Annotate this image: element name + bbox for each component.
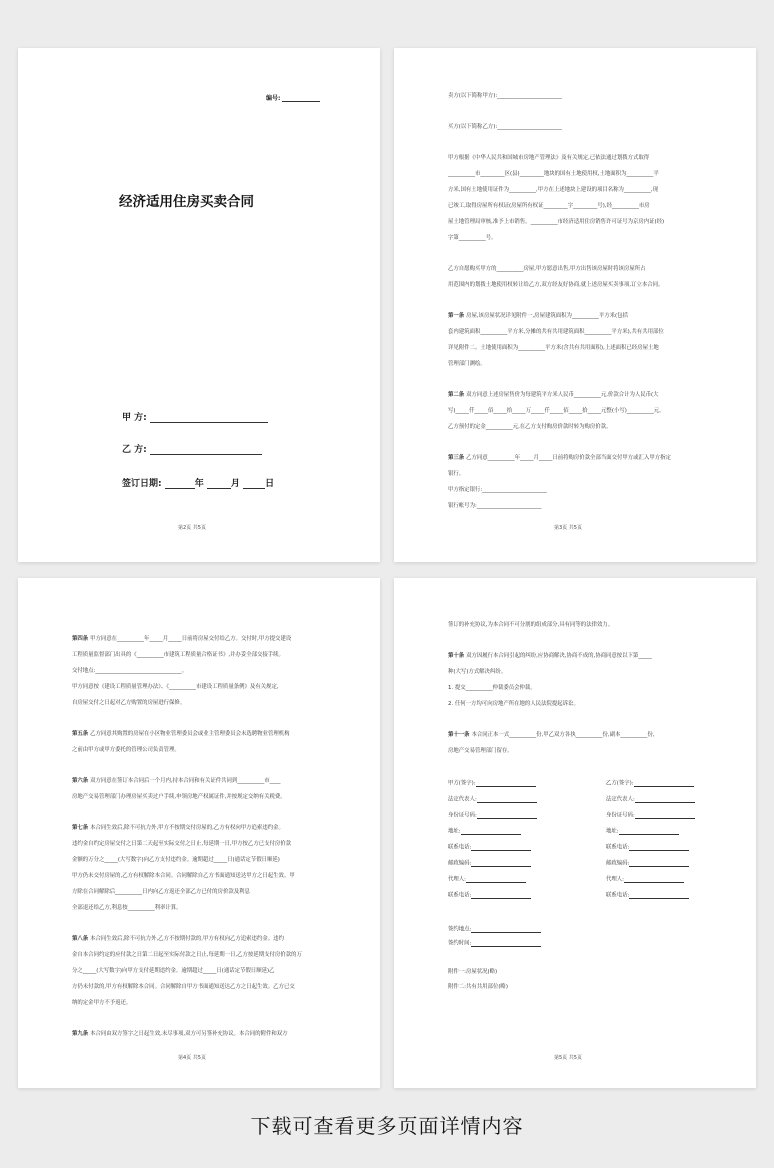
line-text: 甲方同意按《建设工程质量管理办法》、《__________市建设工程质量条例》及有关规定, (72, 684, 279, 690)
sign-field-label: 邮政编码: (606, 860, 630, 867)
line-text: 甲方仍未交付房屋的,乙方有权解除本合同。合同解除自乙方书面通知送达甲方之日起生效。甲 (72, 873, 295, 879)
line-text: 金额的万分之_____(大写数字)向乙方支付违约金。逾期超过_____日(通话定节假日顺延) (72, 857, 280, 863)
text-line (72, 858, 280, 863)
text-line (72, 653, 284, 658)
sign-field-blank (629, 844, 689, 851)
text-line (448, 330, 664, 335)
sign-field-label: 邮政编码: (448, 860, 472, 867)
text-line (448, 393, 659, 398)
text-line (448, 172, 659, 177)
sign-field-party-b (606, 892, 689, 899)
page-number: 第4页 共5页 (178, 1055, 206, 1061)
sign-field-party-b (606, 828, 679, 835)
sign-field-label: 身份证号码: (606, 812, 635, 819)
text-line (448, 94, 562, 99)
text-line (72, 669, 187, 674)
sign-field-label: 地址: (448, 828, 461, 835)
text-line (448, 125, 562, 130)
document-title: 经济适用住房买卖合同 (119, 194, 254, 210)
sign-field-label: 代理人: (606, 876, 624, 883)
sign-field-party-b (606, 860, 689, 867)
text-line (72, 826, 284, 831)
line-text: 银行。 (448, 471, 465, 477)
line-text: 方除在合同解除后__________日内向乙方返还全部乙方已付的房价款及利息 (72, 889, 250, 895)
article-number: 第三条 (448, 455, 467, 461)
contract-page-3 (18, 578, 380, 1088)
line-text: 甲方根据《中华人民共和国城市房地产管理法》及有关规定,已依法通过划拨方式取得 (448, 155, 650, 161)
text-line (72, 985, 295, 990)
line-text: 已竣工,取得房屋所有权证(房屋所有权证_________字_________号),经__________市房 (448, 203, 650, 209)
article-number: 第五条 (72, 731, 91, 737)
text-line (72, 779, 280, 784)
sign-field-blank (619, 828, 679, 835)
line-text: 双方因履行本合同引起的纠纷,应协商解决,协商不成的,协商同意按以下第_____ (466, 653, 652, 659)
sign-field-blank (624, 876, 684, 883)
line-text: 银行帐号为:________________________ (448, 503, 542, 509)
text-line (448, 236, 497, 241)
sign-time-blank (471, 940, 541, 947)
sign-field-blank (461, 828, 521, 835)
text-line (72, 937, 284, 942)
sign-place-blank (471, 926, 541, 933)
sign-field-blank (634, 780, 694, 787)
sign-time-row (448, 940, 541, 947)
sign-field-label: 联系电话: (448, 892, 472, 899)
sign-field-blank (477, 812, 537, 819)
party-a-blank (150, 413, 268, 423)
day-label: 日 (265, 479, 275, 489)
sign-place-row (448, 926, 541, 933)
sign-field-label: 甲方(签字): (448, 780, 476, 787)
article-number: 第九条 (72, 1031, 91, 1037)
sign-field-blank (635, 796, 695, 803)
text-line (72, 874, 295, 879)
sign-field-party-a (448, 892, 531, 899)
text-line (448, 488, 547, 493)
line-text: 纳的定金甲方不予返还。 (72, 1000, 132, 1006)
party-a-row (122, 410, 268, 423)
month-blank (207, 479, 231, 489)
party-b-label: 乙 方: (122, 445, 147, 455)
serial-blank (282, 95, 320, 102)
text-line (448, 654, 652, 659)
page-number: 第3页 共5页 (554, 525, 582, 531)
line-text: 本合同生效后,除不可抗力外,乙方不按期付款的,甲方有权向乙方追索违约金。违约 (90, 936, 284, 942)
line-text: 房地产交易管理部门办理房屋买卖过户手续,申领房地产权属证件,并按规定交纳有关税费。 (72, 794, 286, 800)
page-number: 第5页 共5页 (554, 1055, 582, 1061)
line-text: 签订的补充协议,为本合同不可分割的组成部分,具有同等的法律效力。 (448, 622, 614, 628)
text-line (72, 953, 302, 958)
text-line (72, 732, 290, 737)
line-text: 工程质量监督部门出具的《__________市建筑工程质量合格证书》,并办妥全部交接手续。 (72, 652, 284, 658)
sign-field-label: 联系电话: (606, 844, 630, 851)
sign-field-label: 身份证号码: (448, 812, 477, 819)
line-text: 详见附件二。土地使用面积为__________平方米(含共有共用面积),上述面积已经房屋土地 (448, 345, 659, 351)
sign-field-label: 乙方(签字): (606, 780, 634, 787)
sign-time-label: 签约时间: (448, 940, 472, 947)
line-text: 分之_____(大写数字)向甲方支付延期违约金。逾期超过_____日(通话定节假日顺延)乙 (72, 968, 275, 974)
line-text: 屋土地管理局审核,准予上市销售。__________市经济适用住房销售许可证号为京房内证(经) (448, 219, 665, 225)
article-number: 第二条 (448, 392, 467, 398)
text-line (72, 1001, 131, 1006)
sign-field-blank (466, 876, 526, 883)
text-line (72, 906, 182, 911)
article-number: 第十一条 (448, 732, 472, 738)
line-text: 乙方自愿购买甲方的__________房屋,甲方愿意出售,甲方出售该房屋时将该房屋所占 (448, 266, 646, 272)
sign-date-label: 签订日期: (122, 479, 162, 489)
article-number: 第十条 (448, 653, 467, 659)
text-line (448, 670, 506, 675)
text-line (448, 314, 628, 319)
text-line (448, 702, 579, 707)
party-b-blank (150, 445, 262, 455)
text-line (448, 283, 663, 288)
sign-field-party-a (448, 796, 537, 803)
sign-field-party-b (606, 876, 684, 883)
line-text: 乙方预付的定金__________元,在乙方支付购房价款时转为购房价款。 (448, 424, 612, 430)
article-number: 第六条 (72, 778, 91, 784)
serial-number (266, 93, 320, 102)
line-text: 种(大写)方式解决纠纷。 (448, 669, 507, 675)
sign-field-party-a (448, 876, 526, 883)
line-text: 乙方同意__________年_____月_____日前将购房价款全部当面交付甲方或汇入甲方指定 (466, 455, 671, 461)
line-text: 用范围内的划拨土地使用权转让给乙方,双方经友好协商,就上述房屋买卖事项,订立本合同。 (448, 282, 664, 288)
sign-field-party-b (606, 812, 695, 819)
sign-field-blank (471, 892, 531, 899)
line-text: 写)_____仟_____佰_____拾_____万_____仟_____佰_____拾_____元整(小写)__________元。 (448, 408, 665, 414)
sign-field-party-a (448, 844, 531, 851)
text-line (448, 156, 649, 161)
attachment-1: 附件一:房屋状况(略) (448, 969, 498, 975)
text-line (72, 890, 250, 895)
line-text: 甲方同意在__________年_____月_____日前将房屋交付给乙方。交付时,甲方提交建设 (90, 636, 292, 642)
sign-field-blank (477, 796, 537, 803)
sign-date-row (122, 476, 274, 489)
line-text: 本合同生效后,除不可抗力外,甲方不按期交付房屋的,乙方有权向甲方追索违约金。 (90, 825, 284, 831)
sign-field-party-a (448, 812, 537, 819)
text-line (448, 346, 659, 351)
line-text: 双方同意上述房屋售价为每建筑平方米人民币__________元,价款合计为人民币(大 (466, 392, 659, 398)
line-text: 金自本合同约定的应付款之日第二日起至实际付款之日止,每延期一日,乙方按延期支付房价款的万 (72, 952, 302, 958)
text-line (72, 685, 279, 690)
sign-field-blank (471, 860, 531, 867)
text-line (448, 749, 513, 754)
text-line (448, 504, 541, 509)
line-text: 套内建筑面积__________平方米,分摊的共有共用建筑面积__________平方米),共有共用部位 (448, 329, 664, 335)
line-text: 房地产交易管理部门留存。 (448, 748, 513, 754)
line-text: 本合同由双方签字之日起生效,未尽事项,双方可另签补充协议。本合同的附件和双方 (90, 1031, 288, 1037)
party-b-row (122, 442, 262, 455)
contract-page-2 (394, 48, 756, 562)
text-line (72, 795, 286, 800)
text-line (72, 1032, 288, 1037)
article-number: 第八条 (72, 936, 91, 942)
download-prompt: 下载可查看更多页面详情内容 (250, 1114, 524, 1138)
contract-page-cover (18, 48, 380, 562)
line-text: 方仍未付款的,甲方有权解除本合同。合同解除自甲方书面通知送达乙方之日起生效。乙方已交 (72, 984, 295, 990)
sign-field-party-a (448, 860, 531, 867)
line-text: 之前由甲方或甲方委托的管理公司负责管理。 (72, 747, 180, 753)
sign-place-label: 签约地点: (448, 926, 472, 933)
line-text: 双方同意在签订本合同后一个月内,持本合同和有关证件共同到__________市____ (90, 778, 281, 784)
text-line (448, 362, 486, 367)
attachment-2: 附件二:共有共用部位(略) (448, 984, 508, 990)
text-line (448, 220, 664, 225)
day-blank (243, 479, 265, 489)
text-line (448, 733, 655, 738)
line-text: 卖方(以下简称甲方):________________________ (448, 93, 562, 99)
sign-field-party-a (448, 780, 536, 787)
sign-field-label: 地址: (606, 828, 619, 835)
page-number: 第2页 共5页 (178, 525, 206, 531)
line-text: 房屋,该房屋状况详见附件一,房屋建筑面积为__________平方米(包括 (466, 313, 628, 319)
line-text: 本合同正本一式__________份,甲乙双方各执__________份,副本__________份, (471, 732, 655, 738)
sign-field-label: 代理人: (448, 876, 466, 883)
line-text: 乙方同意其购置的房屋在小区物业管理委员会或业主管理委员会未选聘物业管理机构 (90, 731, 290, 737)
article-number: 第七条 (72, 825, 91, 831)
text-line (72, 969, 274, 974)
text-line (72, 748, 180, 753)
serial-label: 编号: (266, 95, 281, 102)
article-number: 第一条 (448, 313, 467, 319)
sign-field-blank (471, 844, 531, 851)
sign-field-party-b (606, 780, 694, 787)
sign-field-blank (635, 812, 695, 819)
year-blank (165, 479, 195, 489)
line-text: 字第__________号。 (448, 235, 497, 241)
text-line (72, 842, 291, 847)
sign-field-blank (629, 892, 689, 899)
line-text: 全部退还给乙方,利息按__________利率计算。 (72, 905, 182, 911)
sign-field-label: 法定代表人: (448, 796, 477, 803)
line-text: __________市_________区(县)_________地块的国有土地使用权,土地面积为__________平 (448, 171, 659, 177)
sign-field-blank (629, 860, 689, 867)
line-text: 违约金自约定房屋交付之日第二天起至实际交付之日止,每延期一日,甲方按乙方已支付房价款 (72, 841, 292, 847)
sign-field-party-b (606, 796, 695, 803)
line-text: 方米,国有土地使用证件为__________,甲方在上述地块上建设的项目名称为__________,现 (448, 187, 658, 193)
line-text: 自房屋交付之日起对乙方购置的房屋进行保修。 (72, 700, 186, 706)
year-label: 年 (194, 479, 204, 489)
sign-field-label: 法定代表人: (606, 796, 635, 803)
line-text: 交付地点:________________________________。 (72, 668, 188, 674)
sign-field-label: 联系电话: (448, 844, 472, 851)
line-text: 甲方指定银行:________________________ (448, 487, 547, 493)
line-text: 买方(以下简称乙方):________________________ (448, 124, 562, 130)
text-line (448, 188, 658, 193)
text-line (448, 267, 646, 272)
text-line (448, 204, 650, 209)
line-text: 管理部门测绘。 (448, 361, 486, 367)
article-number: 第四条 (72, 636, 91, 642)
party-a-label: 甲 方: (122, 413, 147, 423)
line-text: 2. 任何一方均可向房地产所在地的人民法院提起诉讼。 (448, 701, 579, 707)
text-line (72, 637, 291, 642)
contract-page-4 (394, 578, 756, 1088)
line-text: 1. 提交__________仲裁委员会仲裁。 (448, 685, 536, 691)
text-line (448, 456, 671, 461)
sign-field-party-a (448, 828, 521, 835)
sign-field-blank (476, 780, 536, 787)
month-label: 月 (230, 479, 240, 489)
text-line (448, 409, 665, 414)
sign-field-label: 联系电话: (606, 892, 630, 899)
text-line (72, 701, 185, 706)
text-line (448, 472, 464, 477)
text-line (448, 686, 536, 691)
text-line (448, 623, 613, 628)
text-line (448, 425, 611, 430)
sign-field-party-b (606, 844, 689, 851)
